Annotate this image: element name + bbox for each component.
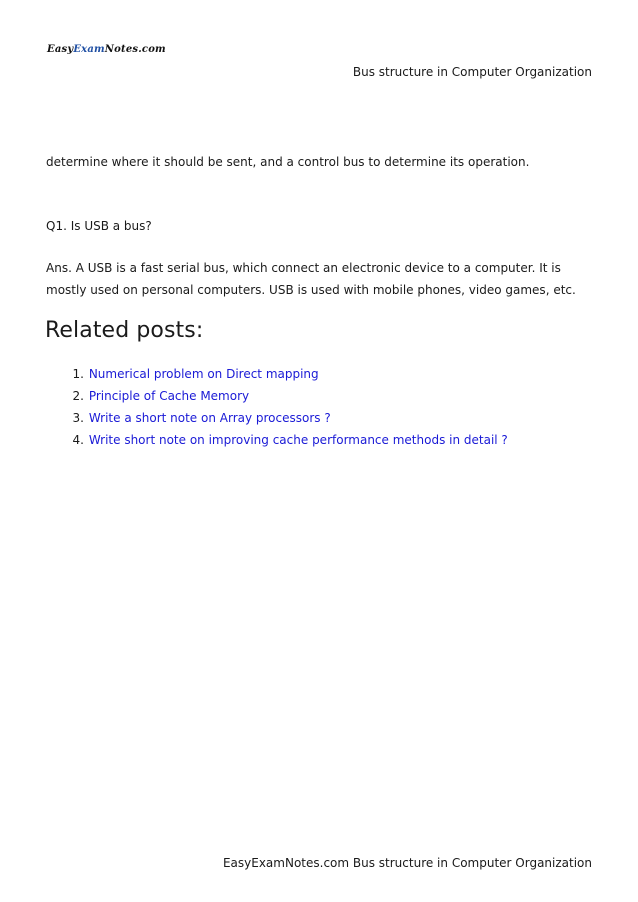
faq-question-block (46, 215, 594, 237)
related-post-link[interactable]: Principle of Cache Memory (88, 389, 250, 403)
list-number: 3. (72, 411, 84, 425)
related-posts-heading: Related posts: (45, 318, 204, 343)
page-footer: EasyExamNotes.com Bus structure in Computer Organization (222, 856, 592, 870)
related-post-link[interactable]: Numerical problem on Direct mapping (88, 367, 319, 381)
related-posts-list (46, 363, 508, 451)
list-number: 2. (72, 389, 84, 403)
list-number: 4. (72, 433, 84, 447)
related-post-item (46, 407, 508, 429)
related-post-item (46, 429, 508, 451)
faq-question: Q1. Is USB a bus? (46, 219, 152, 233)
related-post-item (46, 363, 508, 385)
paragraph-continuation: determine where it should be sent, and a control bus to determine its operation. (46, 155, 530, 169)
related-post-link[interactable]: Write short note on improving cache performance methods in detail ? (88, 433, 508, 447)
logo-text-exam: Exam (73, 44, 105, 55)
faq-answer-block (46, 257, 594, 301)
page-header-title: Bus structure in Computer Organization (352, 65, 592, 79)
logo-text-easy: Easy (47, 44, 74, 55)
related-post-item (46, 385, 508, 407)
site-logo[interactable] (47, 44, 166, 55)
faq-answer: Ans. A USB is a fast serial bus, which connect an electronic device to a computer. It is mostly used on personal computers. USB is used with mobile phones, video games, etc. (46, 261, 576, 297)
related-post-link[interactable]: Write a short note on Array processors ? (88, 411, 331, 425)
list-number: 1. (72, 367, 84, 381)
logo-text-notes: Notes.com (104, 44, 166, 55)
body-paragraph (46, 151, 594, 173)
